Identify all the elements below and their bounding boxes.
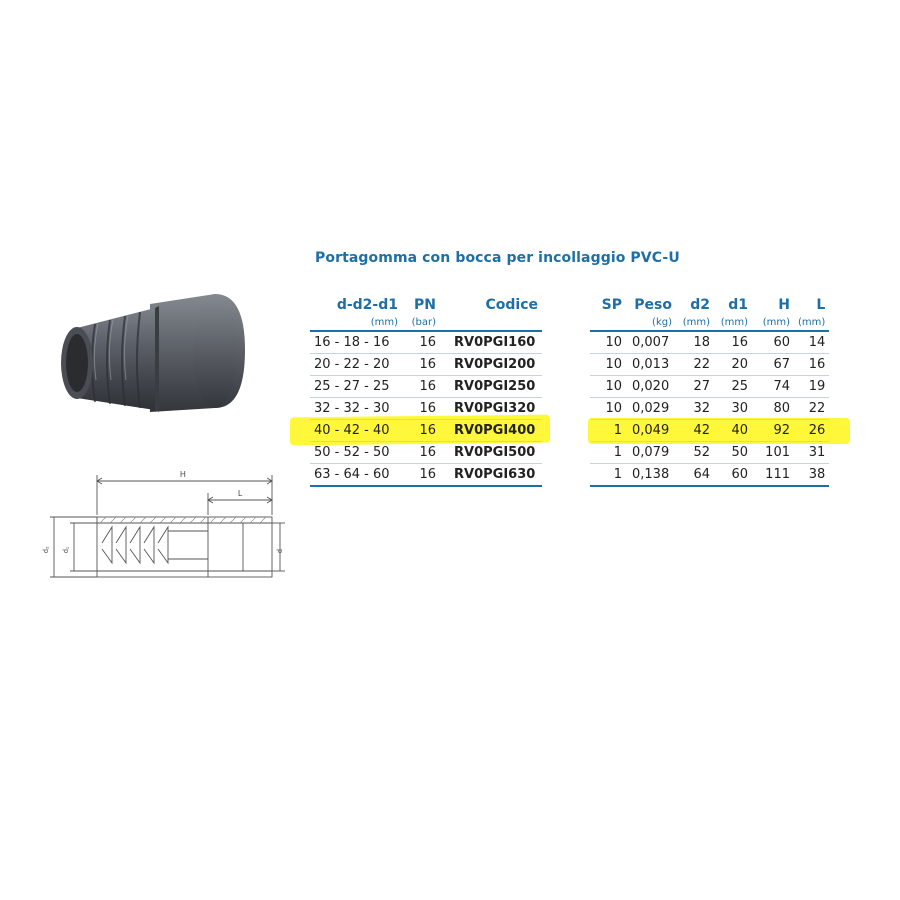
- cell-peso: 0,007: [626, 331, 676, 354]
- cell-d2: 22: [676, 354, 714, 376]
- cell-h: 92: [752, 420, 794, 442]
- cell-d2: 64: [676, 464, 714, 487]
- cell-h: 80: [752, 398, 794, 420]
- header-d2: d2: [690, 297, 710, 313]
- cell-size: 50 - 52 - 50: [310, 442, 402, 464]
- table-row: [590, 464, 829, 487]
- table-row: [590, 398, 829, 420]
- cell-d1: 30: [714, 398, 752, 420]
- cell-h: 67: [752, 354, 794, 376]
- cell-h: 111: [752, 464, 794, 487]
- table-row: [590, 442, 829, 464]
- cell-l: 38: [794, 464, 829, 487]
- cell-d1: 60: [714, 464, 752, 487]
- unit-pn: (bar): [402, 314, 440, 331]
- table-row-highlighted: [310, 420, 542, 442]
- spec-table-left: [310, 296, 542, 487]
- cell-sp: 1: [590, 420, 626, 442]
- cell-d2: 18: [676, 331, 714, 354]
- cell-d1: 50: [714, 442, 752, 464]
- cell-peso: 0,079: [626, 442, 676, 464]
- cell-l: 26: [794, 420, 829, 442]
- technical-drawing: [40, 465, 285, 615]
- cell-pn: 16: [402, 442, 440, 464]
- cell-d1: 16: [714, 331, 752, 354]
- cell-code: RV0PGI250: [440, 376, 542, 398]
- cell-sp: 10: [590, 376, 626, 398]
- table-row: [590, 331, 829, 354]
- header-peso: Peso: [634, 297, 672, 313]
- cell-code: RV0PGI320: [440, 398, 542, 420]
- table-row: [310, 354, 542, 376]
- cell-peso: 0,029: [626, 398, 676, 420]
- cell-d1: 20: [714, 354, 752, 376]
- cell-d2: 27: [676, 376, 714, 398]
- header-sp: SP: [601, 297, 622, 313]
- cell-size: 20 - 22 - 20: [310, 354, 402, 376]
- cell-sp: 1: [590, 442, 626, 464]
- cell-size: 32 - 32 - 30: [310, 398, 402, 420]
- cell-size: 63 - 64 - 60: [310, 464, 402, 487]
- unit-sp: [590, 314, 626, 331]
- cell-code: RV0PGI200: [440, 354, 542, 376]
- cell-d1: 25: [714, 376, 752, 398]
- product-photo: [55, 290, 255, 430]
- cell-peso: 0,138: [626, 464, 676, 487]
- cell-l: 16: [794, 354, 829, 376]
- cell-d1: 40: [714, 420, 752, 442]
- cell-h: 74: [752, 376, 794, 398]
- cell-l: 31: [794, 442, 829, 464]
- label-d: d: [277, 549, 284, 553]
- label-H: H: [180, 470, 186, 479]
- cell-sp: 1: [590, 464, 626, 487]
- cell-code: RV0PGI630: [440, 464, 542, 487]
- cell-pn: 16: [402, 331, 440, 354]
- table-row: [310, 442, 542, 464]
- product-title: Portagomma con bocca per incollaggio PVC-U: [315, 250, 680, 266]
- header-h: H: [778, 297, 790, 313]
- table-row: [590, 354, 829, 376]
- spec-table-right: [590, 296, 829, 487]
- cell-pn: 16: [402, 398, 440, 420]
- cell-d2: 42: [676, 420, 714, 442]
- unit-size: (mm): [310, 314, 402, 331]
- cell-size: 16 - 18 - 16: [310, 331, 402, 354]
- cell-peso: 0,013: [626, 354, 676, 376]
- cell-sp: 10: [590, 354, 626, 376]
- table-row: [310, 398, 542, 420]
- cell-peso: 0,049: [626, 420, 676, 442]
- cell-size: 40 - 42 - 40: [310, 420, 402, 442]
- unit-code: [440, 314, 542, 331]
- table-row: [590, 376, 829, 398]
- cell-pn: 16: [402, 376, 440, 398]
- cell-sp: 10: [590, 398, 626, 420]
- unit-peso: (kg): [626, 314, 676, 331]
- unit-d2: (mm): [676, 314, 714, 331]
- unit-h: (mm): [752, 314, 794, 331]
- cell-code: RV0PGI500: [440, 442, 542, 464]
- cell-pn: 16: [402, 420, 440, 442]
- cell-peso: 0,020: [626, 376, 676, 398]
- cell-l: 22: [794, 398, 829, 420]
- label-d1: d₁: [63, 546, 70, 553]
- cell-code: RV0PGI400: [440, 420, 542, 442]
- table-row-highlighted: [590, 420, 829, 442]
- cell-size: 25 - 27 - 25: [310, 376, 402, 398]
- header-pn: PN: [414, 297, 436, 313]
- cell-sp: 10: [590, 331, 626, 354]
- cell-d2: 52: [676, 442, 714, 464]
- table-row: [310, 331, 542, 354]
- cell-l: 19: [794, 376, 829, 398]
- unit-d1: (mm): [714, 314, 752, 331]
- cell-pn: 16: [402, 464, 440, 487]
- cell-pn: 16: [402, 354, 440, 376]
- header-size: d-d2-d1: [336, 297, 398, 313]
- header-d1: d1: [728, 297, 748, 313]
- cell-h: 60: [752, 331, 794, 354]
- unit-l: (mm): [794, 314, 829, 331]
- header-code: Codice: [485, 297, 538, 313]
- table-row: [310, 464, 542, 487]
- cell-code: RV0PGI160: [440, 331, 542, 354]
- table-row: [310, 376, 542, 398]
- label-d2: d₂: [43, 546, 50, 553]
- label-L: L: [238, 489, 243, 498]
- cell-h: 101: [752, 442, 794, 464]
- header-l: L: [816, 297, 826, 313]
- cell-d2: 32: [676, 398, 714, 420]
- cell-l: 14: [794, 331, 829, 354]
